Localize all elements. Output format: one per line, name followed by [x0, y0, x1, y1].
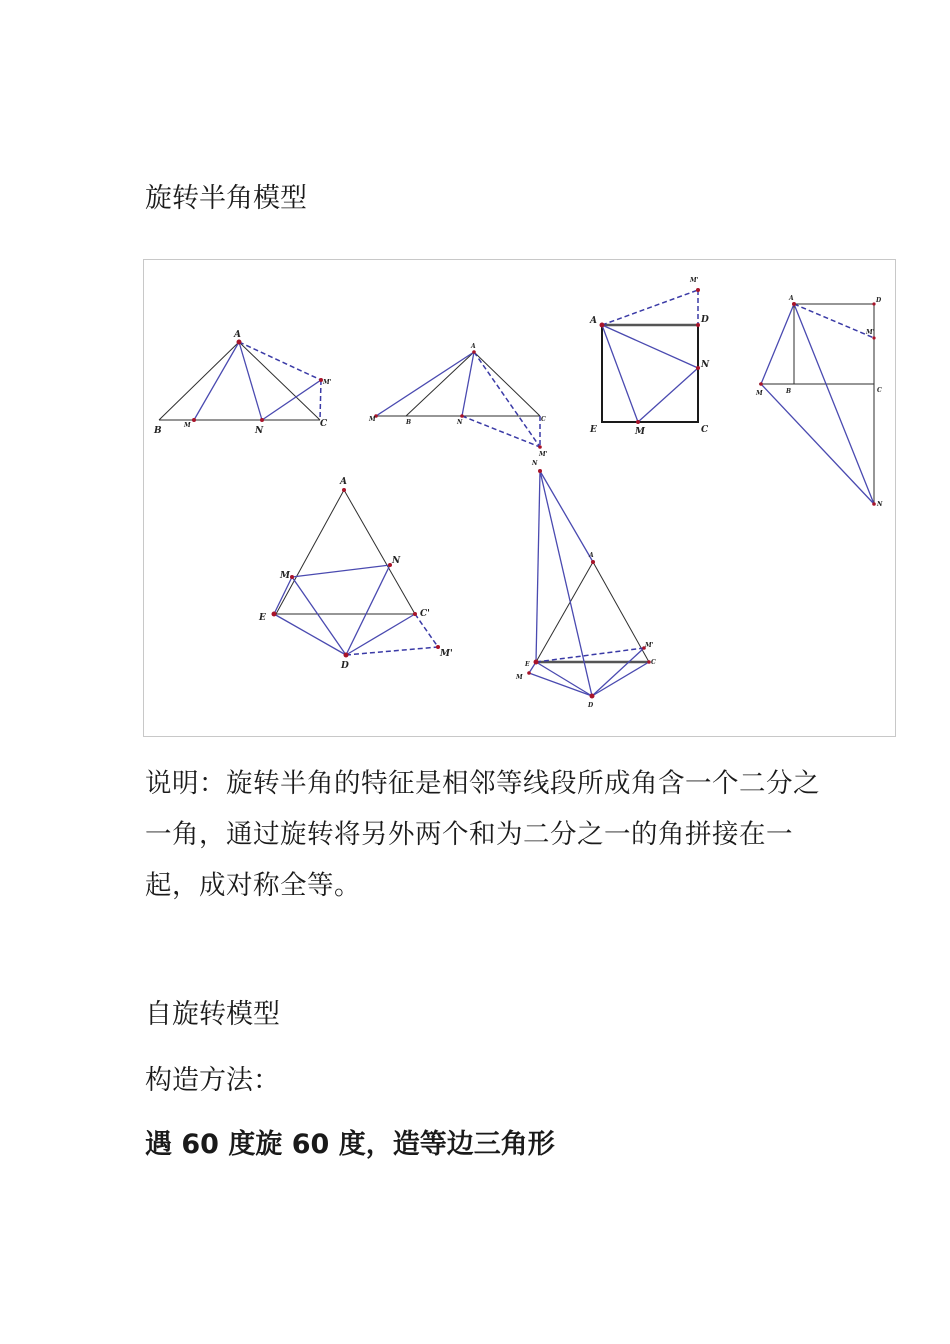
label-m-prime: M' — [645, 642, 654, 649]
label-c: C — [877, 387, 882, 394]
label-n: N — [532, 460, 538, 467]
diagram-isosceles-triangle — [153, 330, 332, 436]
section-heading-self-rotation: 自旋转模型 — [145, 999, 280, 1030]
label-c: C — [651, 659, 656, 666]
label-m-prime: M' — [690, 277, 699, 284]
label-a: A — [340, 477, 347, 487]
label-c: C — [701, 425, 709, 435]
diagram-obtuse-triangle — [368, 343, 548, 458]
label-n: N — [255, 426, 264, 436]
label-e: E — [259, 613, 266, 623]
label-b: B — [406, 419, 412, 426]
description-paragraph: 说明：旋转半角的特征是相邻等线段所成角含一个二分之一角，通过旋转将另外两个和为二分之一的角拼接在一起，成对称全等。 — [145, 768, 820, 901]
diagram-square — [589, 277, 710, 437]
label-m: M — [516, 674, 523, 681]
label-n: N — [877, 501, 883, 508]
label-m: M — [369, 416, 376, 423]
label-m-prime: M' — [323, 379, 332, 386]
label-m-prime: M' — [440, 649, 453, 659]
label-m: M — [280, 571, 290, 581]
section-heading-half-angle-rotation: 旋转半角模型 — [145, 183, 307, 214]
label-a: A — [590, 316, 597, 326]
label-m-prime: M' — [866, 329, 875, 336]
label-c-prime: C' — [420, 609, 430, 619]
label-m: M — [184, 422, 191, 429]
diagram-equilateral-fold — [258, 477, 453, 671]
label-n: N — [701, 360, 710, 370]
diagram-square-extended — [755, 295, 883, 508]
label-c: C — [320, 419, 328, 429]
label-m: M — [756, 390, 763, 397]
label-a: A — [234, 330, 241, 340]
rule-text: 遇 60 度旋 60 度，造等边三角形 — [145, 1129, 555, 1160]
section-heading-construction: 构造方法： — [145, 1065, 280, 1096]
label-b: B — [786, 388, 792, 395]
label-a: A — [589, 552, 594, 559]
label-b: B — [154, 426, 162, 436]
diagram-tall-triangle — [515, 460, 656, 709]
label-d: D — [701, 315, 709, 325]
label-d: D — [876, 297, 882, 304]
label-e: E — [525, 661, 530, 668]
geometry-figure — [143, 259, 896, 737]
label-n: N — [457, 419, 463, 426]
label-d: D — [588, 702, 594, 709]
geometry-diagrams — [144, 260, 897, 738]
label-a: A — [789, 295, 794, 302]
label-a: A — [471, 343, 476, 350]
label-m-prime: M' — [539, 451, 548, 458]
label-n: N — [392, 556, 401, 566]
label-b: E — [590, 425, 597, 435]
label-c: C — [541, 416, 546, 423]
label-d: D — [341, 661, 349, 671]
label-m: M — [635, 427, 645, 437]
